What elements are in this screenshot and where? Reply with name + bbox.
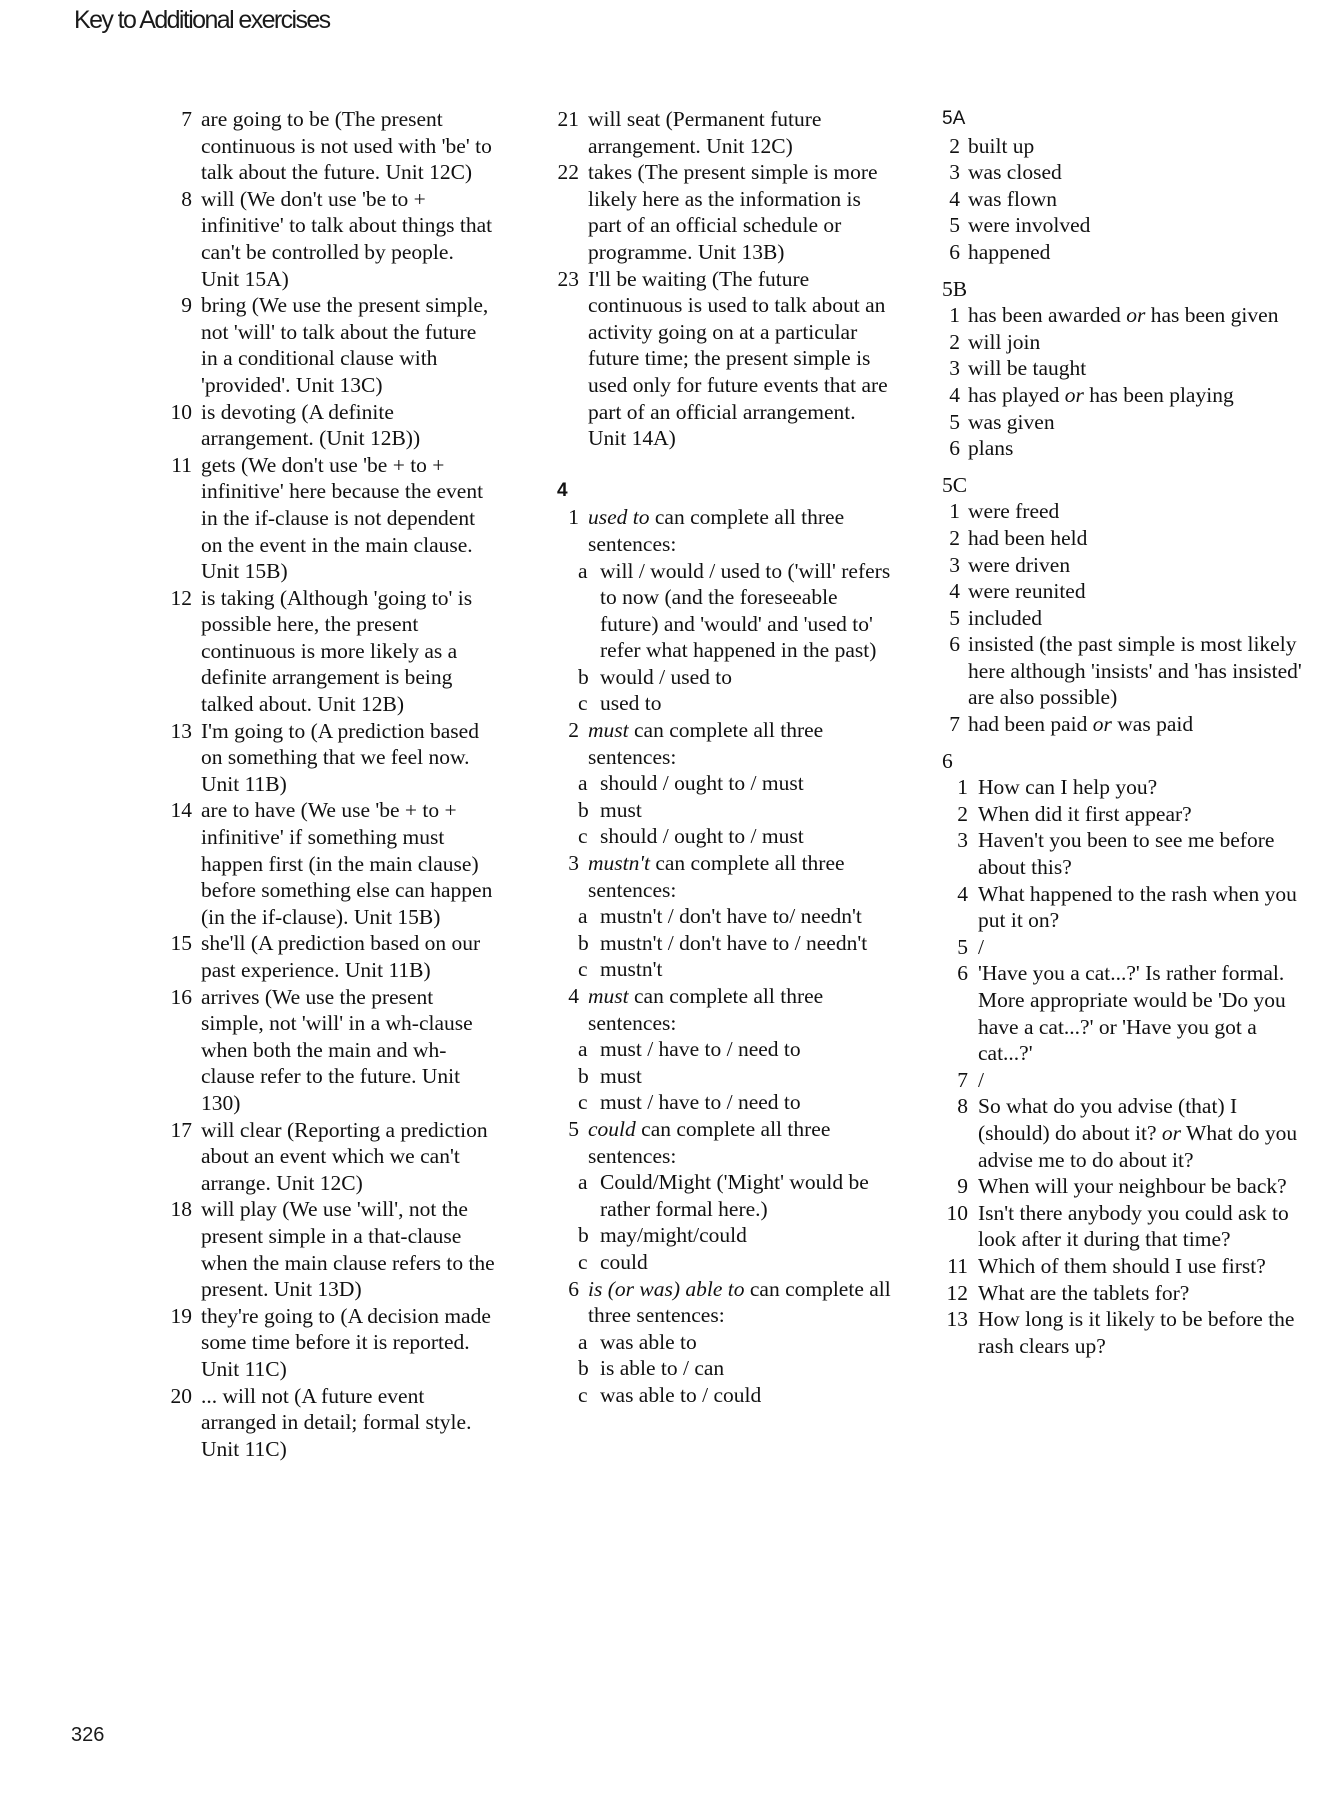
item-text: gets (We don't use 'be + to + infinitive' here because the event in the if-clause is not dependent on the event in the main clause. Unit 15B) [201,452,484,584]
item-text: What happened to the rash when you put it on? [978,881,1297,933]
sub-letter: c [578,1382,588,1407]
section-5a-heading: 5A [942,108,966,129]
item-number: 5 [949,605,960,630]
item-text: Which of them should I use first? [978,1253,1266,1278]
sub-answer [578,690,893,717]
item-text: takes (The present simple is more likely here as the information is part of an official schedule or programme. Unit 13B) [588,160,878,264]
sub-text: should / ought to / must [600,824,804,849]
sub-letter: b [578,1356,589,1381]
sub-letter: c [578,691,588,716]
sub-answer [578,1169,893,1222]
sub-letter: c [578,1090,588,1115]
or-connector: or [1161,1120,1182,1145]
item-text: What are the tablets for? [978,1280,1190,1305]
answer-item [942,382,1312,409]
sub-letter: b [578,797,589,822]
answer-item [942,881,1312,934]
item-number: 18 [170,1197,192,1222]
item-number: 12 [946,1280,968,1305]
item-number: 8 [181,186,192,211]
item-number: 13 [170,718,192,743]
sub-text: mustn't / don't have to/ needn't [600,904,862,929]
item-number: 8 [957,1094,968,1119]
sub-letter: a [578,1170,588,1195]
sub-text: used to [600,691,662,716]
answer-item [166,186,496,292]
answer-item [942,960,1312,1066]
answer-item [942,578,1312,605]
item-number: 4 [949,186,960,211]
answer-item [553,106,893,159]
item-text: built up [968,133,1035,158]
item-text: can complete all three sentences: [588,1276,891,1328]
item-text-alt: has been playing [1083,382,1234,407]
item-number: 19 [170,1303,192,1328]
sub-text: mustn't / don't have to / needn't [600,930,868,955]
item-text: included [968,605,1043,630]
item-text: happened [968,239,1051,264]
answer-item [166,797,496,930]
section-4-list [553,504,893,1408]
item-text: So what do you advise (that) I (should) do about it? [978,1094,1238,1145]
item-text: will play (We use 'will', not the present simple in a that-clause when the main clause refers to the present. Unit 13D) [201,1197,495,1302]
sub-letter: b [578,930,589,955]
item-number: 4 [568,984,579,1008]
answer-item [942,934,1312,961]
column-2 [553,106,893,1409]
answer-item [553,717,893,770]
answer-item [942,1067,1312,1094]
item-text-alt: What do you advise me to do about it? [978,1120,1298,1172]
sub-answer [578,1329,893,1356]
item-text: will (We don't use 'be to + infinitive' to talk about things that can't be controlled by people. Unit 15A) [201,186,493,291]
item-key-phrase: mustn't [588,851,650,876]
sub-answer [578,664,893,691]
sub-text: must [600,797,642,822]
item-text: can complete all three sentences: [588,851,845,902]
item-key-phrase: used to [588,505,650,530]
section-6-heading: 6 [942,748,953,773]
sub-text: may/might/could [600,1223,747,1248]
item-key-phrase: could [588,1116,636,1141]
answer-item [166,585,496,718]
sub-letter: a [578,904,588,929]
item-number: 10 [170,399,192,424]
or-connector: or [1126,303,1146,328]
answer-item [942,605,1312,632]
sub-answer [578,1222,893,1249]
sub-letter: c [578,957,588,982]
item-text: is devoting (A definite arrangement. (Unit 12B)) [201,399,421,451]
item-text: insisted (the past simple is most likely here although 'insists' and 'has insisted' are also possible) [968,632,1302,710]
sub-answer [578,1249,893,1276]
item-number: 9 [957,1174,968,1199]
section-5c-list [942,498,1312,737]
sub-answer [578,558,893,664]
sub-answer [578,903,893,930]
item-number: 2 [568,718,579,743]
item-text: When will your neighbour be back? [978,1174,1287,1199]
item-key-phrase: must [588,984,629,1008]
item-number: 10 [946,1200,968,1225]
item-text: bring (We use the present simple, not 'will' to talk about the future in a conditional clause with 'provided'. Unit 13C) [201,293,489,397]
sub-answer [578,930,893,957]
item-text: can complete all three sentences: [588,984,824,1035]
answer-item [553,266,893,452]
answer-item [553,1116,893,1169]
item-text: will clear (Reporting a prediction about an event which we can't arrange. Unit 12C) [201,1117,488,1195]
item-text: is taking (Although 'going to' is possible here, the present continuous is more likely as a definite arrangement is being talked about. Unit 12B) [201,585,473,717]
item-text: has been awarded [968,303,1127,328]
item-number: 7 [957,1067,968,1092]
item-text: plans [968,436,1014,461]
answer-item [166,1196,496,1302]
item-text: had been held [968,525,1088,550]
answer-item [942,186,1312,213]
section-5b-heading: 5B [942,276,968,301]
item-number: 7 [181,107,192,131]
answer-item [166,1383,496,1463]
item-text-alt: was paid [1111,712,1194,737]
answer-item [166,452,496,585]
item-text: were freed [968,499,1060,524]
answer-item [553,983,893,1036]
item-text: can complete all three sentences: [588,505,845,556]
item-text: was closed [968,160,1062,185]
sub-text: would / used to [600,664,732,689]
item-text: / [978,1067,984,1092]
item-number: 23 [557,266,579,291]
or-connector: or [1092,712,1112,737]
item-text: can complete all three sentences: [588,1116,831,1168]
item-text: I'm going to (A prediction based on something that we feel now. Unit 11B) [201,718,479,796]
item-text: I'll be waiting (The future continuous is used to talk about an activity going on at a particular future time; the present simple is used only for future events that are part of an official arrangement. Unit 14A) [588,266,888,451]
sub-answer [578,1355,893,1382]
item-number: 9 [181,293,192,318]
answer-item [166,1117,496,1197]
answer-item [942,212,1312,239]
item-number: 3 [949,356,960,381]
answer-item [166,718,496,798]
item-number: 17 [170,1117,192,1142]
answer-item [942,801,1312,828]
item-key-phrase: must [588,718,629,743]
item-number: 2 [949,525,960,550]
item-text: are to have (We use 'be + to + infinitive' if something must happen first (in the main clause) before something else can happen (in the if-clause). Unit 15B) [201,798,493,929]
item-text: When did it first appear? [978,801,1192,826]
item-text: will be taught [968,356,1087,381]
item-text: has played [968,382,1065,407]
item-number: 2 [949,133,960,158]
item-number: 6 [957,961,968,986]
sub-letter: a [578,1037,588,1062]
answer-item [166,984,496,1117]
item-number: 1 [568,505,579,530]
item-number: 5 [568,1116,579,1141]
answer-item [553,850,893,903]
item-number: 4 [949,382,960,407]
item-number: 3 [957,828,968,853]
item-text: arrives (We use the present simple, not 'will' in a wh-clause when both the main and wh-clause refer to the future. Unit 130) [201,984,473,1115]
item-number: 7 [949,712,960,737]
answer-item [942,498,1312,525]
answer-item [942,774,1312,801]
sub-letter: b [578,1063,589,1088]
item-number: 4 [949,579,960,604]
answer-item [553,504,893,557]
answer-item [942,827,1312,880]
sub-text: must / have to / need to [600,1037,801,1062]
item-text: Haven't you been to see me before about this? [978,828,1275,880]
item-number: 3 [949,552,960,577]
page-header-title: Key to Additional exercises [74,6,330,34]
sub-text: should / ought to / must [600,771,804,796]
column-1 [166,106,496,1462]
item-number: 2 [957,801,968,826]
item-number: 16 [170,984,192,1009]
sub-text: Could/Might ('Might' would be rather formal here.) [600,1170,869,1221]
item-number: 3 [568,851,579,876]
item-text: ... will not (A future event arranged in detail; formal style. Unit 11C) [201,1383,472,1461]
item-number: 6 [949,239,960,264]
answer-item [553,1276,893,1329]
answer-item [942,355,1312,382]
section-5c-heading: 5C [942,472,968,497]
sub-answer [578,770,893,797]
item-text-alt: has been given [1145,303,1279,328]
sub-text: is able to / can [600,1356,725,1381]
item-number: 1 [949,303,960,328]
item-number: 11 [947,1253,968,1278]
item-number: 21 [557,107,579,131]
answer-item [942,435,1312,462]
item-number: 14 [170,798,192,823]
item-text: are going to be (The present continuous is not used with 'be' to talk about the future. Unit 12C) [201,107,492,185]
item-number: 1 [957,775,968,800]
item-text: How long is it likely to be before the rash clears up? [978,1307,1295,1358]
item-number: 6 [949,632,960,657]
item-text: were reunited [968,579,1086,604]
sub-text: must [600,1063,642,1088]
sub-answer [578,1036,893,1063]
item-text: will join [968,329,1041,354]
answer-item [942,1093,1312,1173]
section-5b-list [942,302,1312,462]
page-number: 326 [71,1724,105,1746]
sub-letter: a [578,558,588,583]
sub-answer [578,823,893,850]
sub-answer [578,1089,893,1116]
sub-answer [578,1063,893,1090]
answer-item [166,1303,496,1383]
answer-item [166,292,496,398]
item-number: 5 [949,409,960,434]
answer-item [942,552,1312,579]
item-text: she'll (A prediction based on our past experience. Unit 11B) [201,931,481,982]
column-3 [942,106,1312,1359]
answer-item [166,930,496,983]
sub-text: could [600,1249,648,1274]
sub-answer [578,797,893,824]
item-number: 15 [170,931,192,956]
item-text: were involved [968,213,1091,238]
answer-item [942,239,1312,266]
item-text: Isn't there anybody you could ask to look after it during that time? [978,1200,1289,1252]
sub-text: was able to [600,1329,697,1354]
section-6-list [942,774,1312,1359]
sub-text: will / would / used to ('will' refers to now (and the foreseeable future) and 'would' and 'used to' refer what happened in the past) [600,558,891,663]
answer-item [942,1173,1312,1200]
item-text: can complete all three sentences: [588,718,824,769]
item-number: 6 [568,1276,579,1301]
answer-item [942,711,1312,738]
item-text: / [978,934,984,959]
answer-item [942,1306,1312,1359]
answer-item [942,159,1312,186]
item-number: 12 [170,585,192,610]
item-text: they're going to (A decision made some time before it is reported. Unit 11C) [201,1303,491,1381]
item-number: 4 [957,881,968,906]
sub-answer [578,1382,893,1409]
item-number: 3 [949,160,960,185]
answer-item [942,1200,1312,1253]
answer-item [942,1280,1312,1307]
answer-item [166,399,496,452]
sub-letter: a [578,771,588,796]
item-text: was flown [968,186,1057,211]
answer-item [942,133,1312,160]
item-number: 22 [557,160,579,185]
sub-text: was able to / could [600,1382,762,1407]
section-4-heading: 4 [557,479,568,501]
section-5a-list [942,133,1312,266]
or-connector: or [1064,382,1084,407]
answer-item [553,159,893,265]
answer-item [942,329,1312,356]
item-text: had been paid [968,712,1093,737]
item-text: were driven [968,552,1071,577]
answer-item [166,106,496,186]
sub-answer [578,956,893,983]
item-number: 2 [949,329,960,354]
item-text: 'Have you a cat...?' Is rather formal. More appropriate would be 'Do you have a cat...?' or 'Have you got a cat...?' [978,961,1286,1066]
item-number: 20 [170,1383,192,1408]
item-number: 6 [949,436,960,461]
item-number: 13 [946,1307,968,1332]
sub-letter: c [578,1249,588,1274]
item-number: 5 [949,213,960,238]
sub-letter: b [578,664,589,689]
item-number: 11 [171,452,192,477]
item-text: How can I help you? [978,775,1158,800]
answer-item [942,302,1312,329]
sub-letter: a [578,1329,588,1354]
answer-item [942,631,1312,711]
answer-item [942,1253,1312,1280]
sub-letter: b [578,1223,589,1248]
answer-item [942,525,1312,552]
item-number: 5 [957,934,968,959]
item-key-phrase: is (or was) able to [588,1276,745,1301]
answer-item [942,409,1312,436]
sub-letter: c [578,824,588,849]
item-text: was given [968,409,1055,434]
item-number: 1 [949,499,960,524]
sub-text: must / have to / need to [600,1090,801,1115]
sub-text: mustn't [600,957,663,982]
item-text: will seat (Permanent future arrangement. Unit 12C) [588,107,822,158]
